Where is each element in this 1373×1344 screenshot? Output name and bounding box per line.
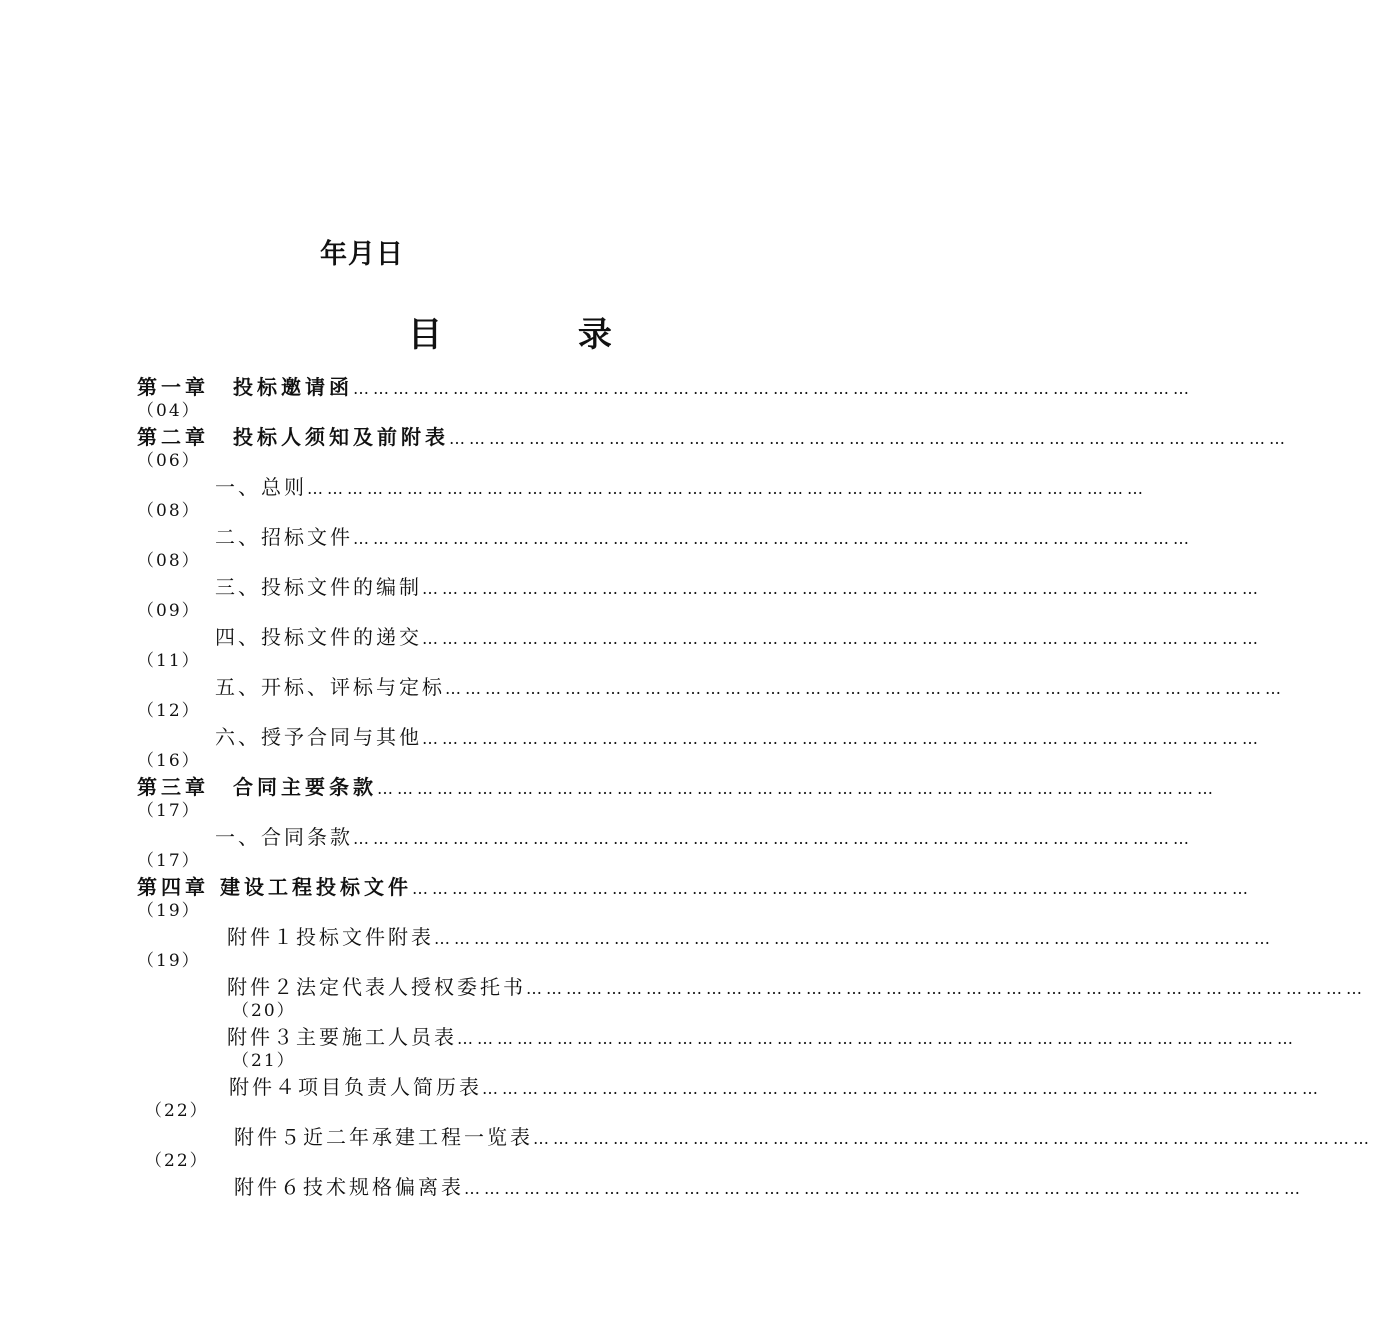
dot-leader: ……………………………………………………………………………………………………………… — [434, 929, 1274, 948]
toc-entry-label: 四、投标文件的递交 — [215, 625, 422, 649]
toc-entry-label: 第一章 投标邀请函 — [137, 375, 353, 399]
dot-leader: ……………………………………………………………………………………………………………… — [353, 829, 1193, 848]
toc-entry-page: （12） — [137, 701, 201, 721]
dot-leader: ……………………………………………………………………………………………………………… — [377, 779, 1217, 798]
table-of-contents — [137, 374, 1373, 1224]
toc-entry-label: 三、投标文件的编制 — [215, 575, 422, 599]
toc-entry-section — [137, 824, 1193, 874]
toc-entry-section — [137, 674, 1285, 724]
toc-entry-page: （22） — [145, 1101, 209, 1121]
toc-entry-section — [137, 624, 1262, 674]
dot-leader: ……………………………………………………………………………………………………………… — [353, 379, 1193, 398]
toc-entry-label: 一、总则 — [215, 475, 307, 499]
dot-leader: ……………………………………………………………………………………………………………… — [353, 529, 1193, 548]
toc-entry-label: 五、开标、评标与定标 — [215, 675, 445, 699]
toc-entry-label: 一、合同条款 — [215, 825, 353, 849]
dot-leader: ……………………………………………………………………………………………………………… — [482, 1079, 1322, 1098]
toc-entry-attachment — [137, 1024, 1297, 1074]
dot-leader: ……………………………………………………………………………………………………………… — [422, 629, 1262, 648]
toc-entry-section — [137, 724, 1262, 774]
toc-entry-label: 附件４项目负责人简历表 — [229, 1075, 482, 1099]
toc-entry-attachment — [137, 1174, 1304, 1224]
toc-entry-label: 附件５近二年承建工程一览表 — [234, 1125, 533, 1149]
toc-entry-attachment — [137, 974, 1366, 1024]
toc-entry-page: （08） — [137, 501, 201, 521]
toc-entry-label: 第二章 投标人须知及前附表 — [137, 425, 449, 449]
dot-leader: ……………………………………………………………………………………………………………… — [422, 579, 1262, 598]
dot-leader: ……………………………………………………………………………………………………………… — [307, 479, 1147, 498]
toc-entry-page: （22） — [145, 1151, 209, 1171]
toc-title: 目 录 — [408, 315, 674, 355]
dot-leader: ……………………………………………………………………………………………………………… — [422, 729, 1262, 748]
toc-entry-chapter-1 — [137, 374, 1193, 424]
toc-entry-page: （21） — [232, 1051, 296, 1071]
toc-entry-page: （11） — [137, 651, 201, 671]
toc-entry-section — [137, 474, 1147, 524]
toc-entry-label: 附件１投标文件附表 — [227, 925, 434, 949]
toc-entry-label: 附件６技术规格偏离表 — [234, 1175, 464, 1199]
toc-entry-page: （16） — [137, 751, 201, 771]
toc-entry-page: （04） — [137, 401, 201, 421]
toc-entry-page: （09） — [137, 601, 201, 621]
toc-entry-label: 六、授予合同与其他 — [215, 725, 422, 749]
toc-entry-chapter-3 — [137, 774, 1217, 824]
dot-leader: ……………………………………………………………………………………………………………… — [445, 679, 1285, 698]
dot-leader: ……………………………………………………………………………………………………………… — [526, 979, 1366, 998]
toc-entry-label: 第三章 合同主要条款 — [137, 775, 377, 799]
toc-entry-page: （19） — [137, 951, 201, 971]
toc-entry-page: （19） — [137, 901, 201, 921]
toc-entry-chapter-2 — [137, 424, 1289, 474]
toc-entry-attachment — [137, 1124, 1373, 1174]
toc-entry-page: （08） — [137, 551, 201, 571]
dot-leader: ……………………………………………………………………………………………………………… — [449, 429, 1289, 448]
toc-entry-label: 附件３主要施工人员表 — [227, 1025, 457, 1049]
toc-entry-label: 第四章 建设工程投标文件 — [137, 875, 412, 899]
toc-entry-chapter-4 — [137, 874, 1252, 924]
dot-leader: ……………………………………………………………………………………………………………… — [464, 1179, 1304, 1198]
toc-entry-section — [137, 524, 1193, 574]
toc-entry-attachment — [137, 924, 1274, 974]
dot-leader: ……………………………………………………………………………………………………………… — [457, 1029, 1297, 1048]
dot-leader: ……………………………………………………………………………………………………………… — [533, 1129, 1373, 1148]
toc-entry-page: （06） — [137, 451, 201, 471]
toc-entry-page: （20） — [232, 1001, 296, 1021]
toc-entry-page: （17） — [137, 801, 201, 821]
toc-entry-label: 附件２法定代表人授权委托书 — [227, 975, 526, 999]
toc-entry-attachment — [137, 1074, 1322, 1124]
toc-entry-page: （17） — [137, 851, 201, 871]
date-line: 年月日 — [320, 239, 404, 270]
toc-entry-label: 二、招标文件 — [215, 525, 353, 549]
dot-leader: ……………………………………………………………………………………………………………… — [411, 879, 1252, 898]
toc-entry-section — [137, 574, 1262, 624]
